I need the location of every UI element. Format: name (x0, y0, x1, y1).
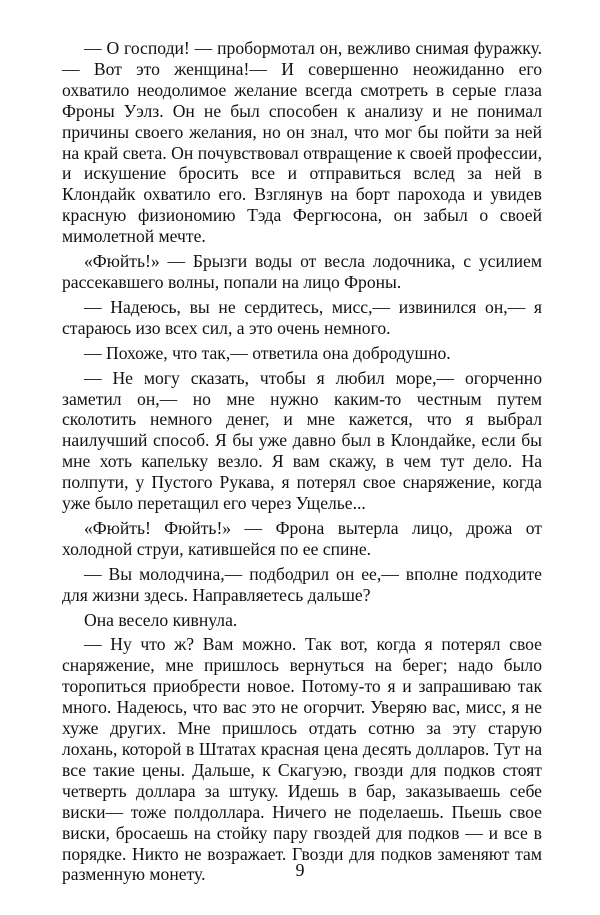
paragraph-2: «Фюйть!» — Брызги воды от весла лодочника, с усилием рассекавшего волны, попали на лицо Фроны. (62, 251, 542, 292)
paragraph-8: Она весело кивнула. (84, 609, 238, 630)
paragraph-9: — Ну что ж? Вам можно. Так вот, когда я потерял свое снаряжение, мне пришлось вернуться на берег; надо было торопиться приобрести новое. Потому-то я и запрашиваю так много. Надеюсь, что вас это не огорчит. Уверяю вас, мисс, я не хуже других. Мне пришлось отдать сотню за эту старую лохань, которой в Штатах красная цена десять долларов. Тут на все такие цены. Дальше, к Скагуэю, гвозди для подков стоят четверть доллара за штуку. Идешь в бар, заказываешь себе виски— тоже полдоллара. Ничего не поделаешь. Пьешь свое виски, бросаешь на стойку пару гвоздей для подков — и все в порядке. Никто не возражает. Гвозди для подков заменяют там разменную монету. (62, 634, 542, 885)
paragraph-7: — Вы молодчина,— подбодрил он ее,— вполне подходите для жизни здесь. Направляетесь дальше? (62, 563, 542, 605)
paragraph-5: — Не могу сказать, чтобы я любил море,— огорченно заметил он,— но мне нужно каким-то честным путем сколотить немного денег, и мне кажется, что я выбрал наилучший способ. Я бы уже давно был в Клондайке, если бы мне хоть капельку везло. Я вам скажу, в чем тут дело. На полпути, у Пустого Рукава, я потерял свое снаряжение, когда уже было перетащил его через Ущелье... (62, 367, 542, 514)
paragraph-6: «Фюйть! Фюйть!» — Фрона вытерла лицо, дрожа от холодной струи, катившейся по ее спине. (62, 517, 542, 559)
paragraph-3: — Надеюсь, вы не сердитесь, мисс,— извинился он,— я стараюсь изо всех сил, а это очень немного. (62, 296, 542, 338)
page-number: 9 (295, 860, 305, 880)
paragraph-4: — Похоже, что так,— ответила она добродушно. (84, 342, 451, 363)
book-page-text (62, 38, 542, 889)
paragraph-1: — О господи! — пробормотал он, вежливо снимая фуражку.— Вот это женщина!— И совершенно неожиданно его охватило неодолимое желание всегда смотреть в серые глаза Фроны Уэлз. Он не был способен к анализу и не понимал причины своего желания, но он знал, что мог бы пойти за ней на край света. Он почувствовал отвращение к своей профессии, и искушение бросить все и отправиться вслед за ней в Клондайк охватило его. Взглянув на борт парохода и увидев красную физиономию Тэда Фергюсона, он забыл о своей мимолетной мечте. (62, 38, 542, 247)
